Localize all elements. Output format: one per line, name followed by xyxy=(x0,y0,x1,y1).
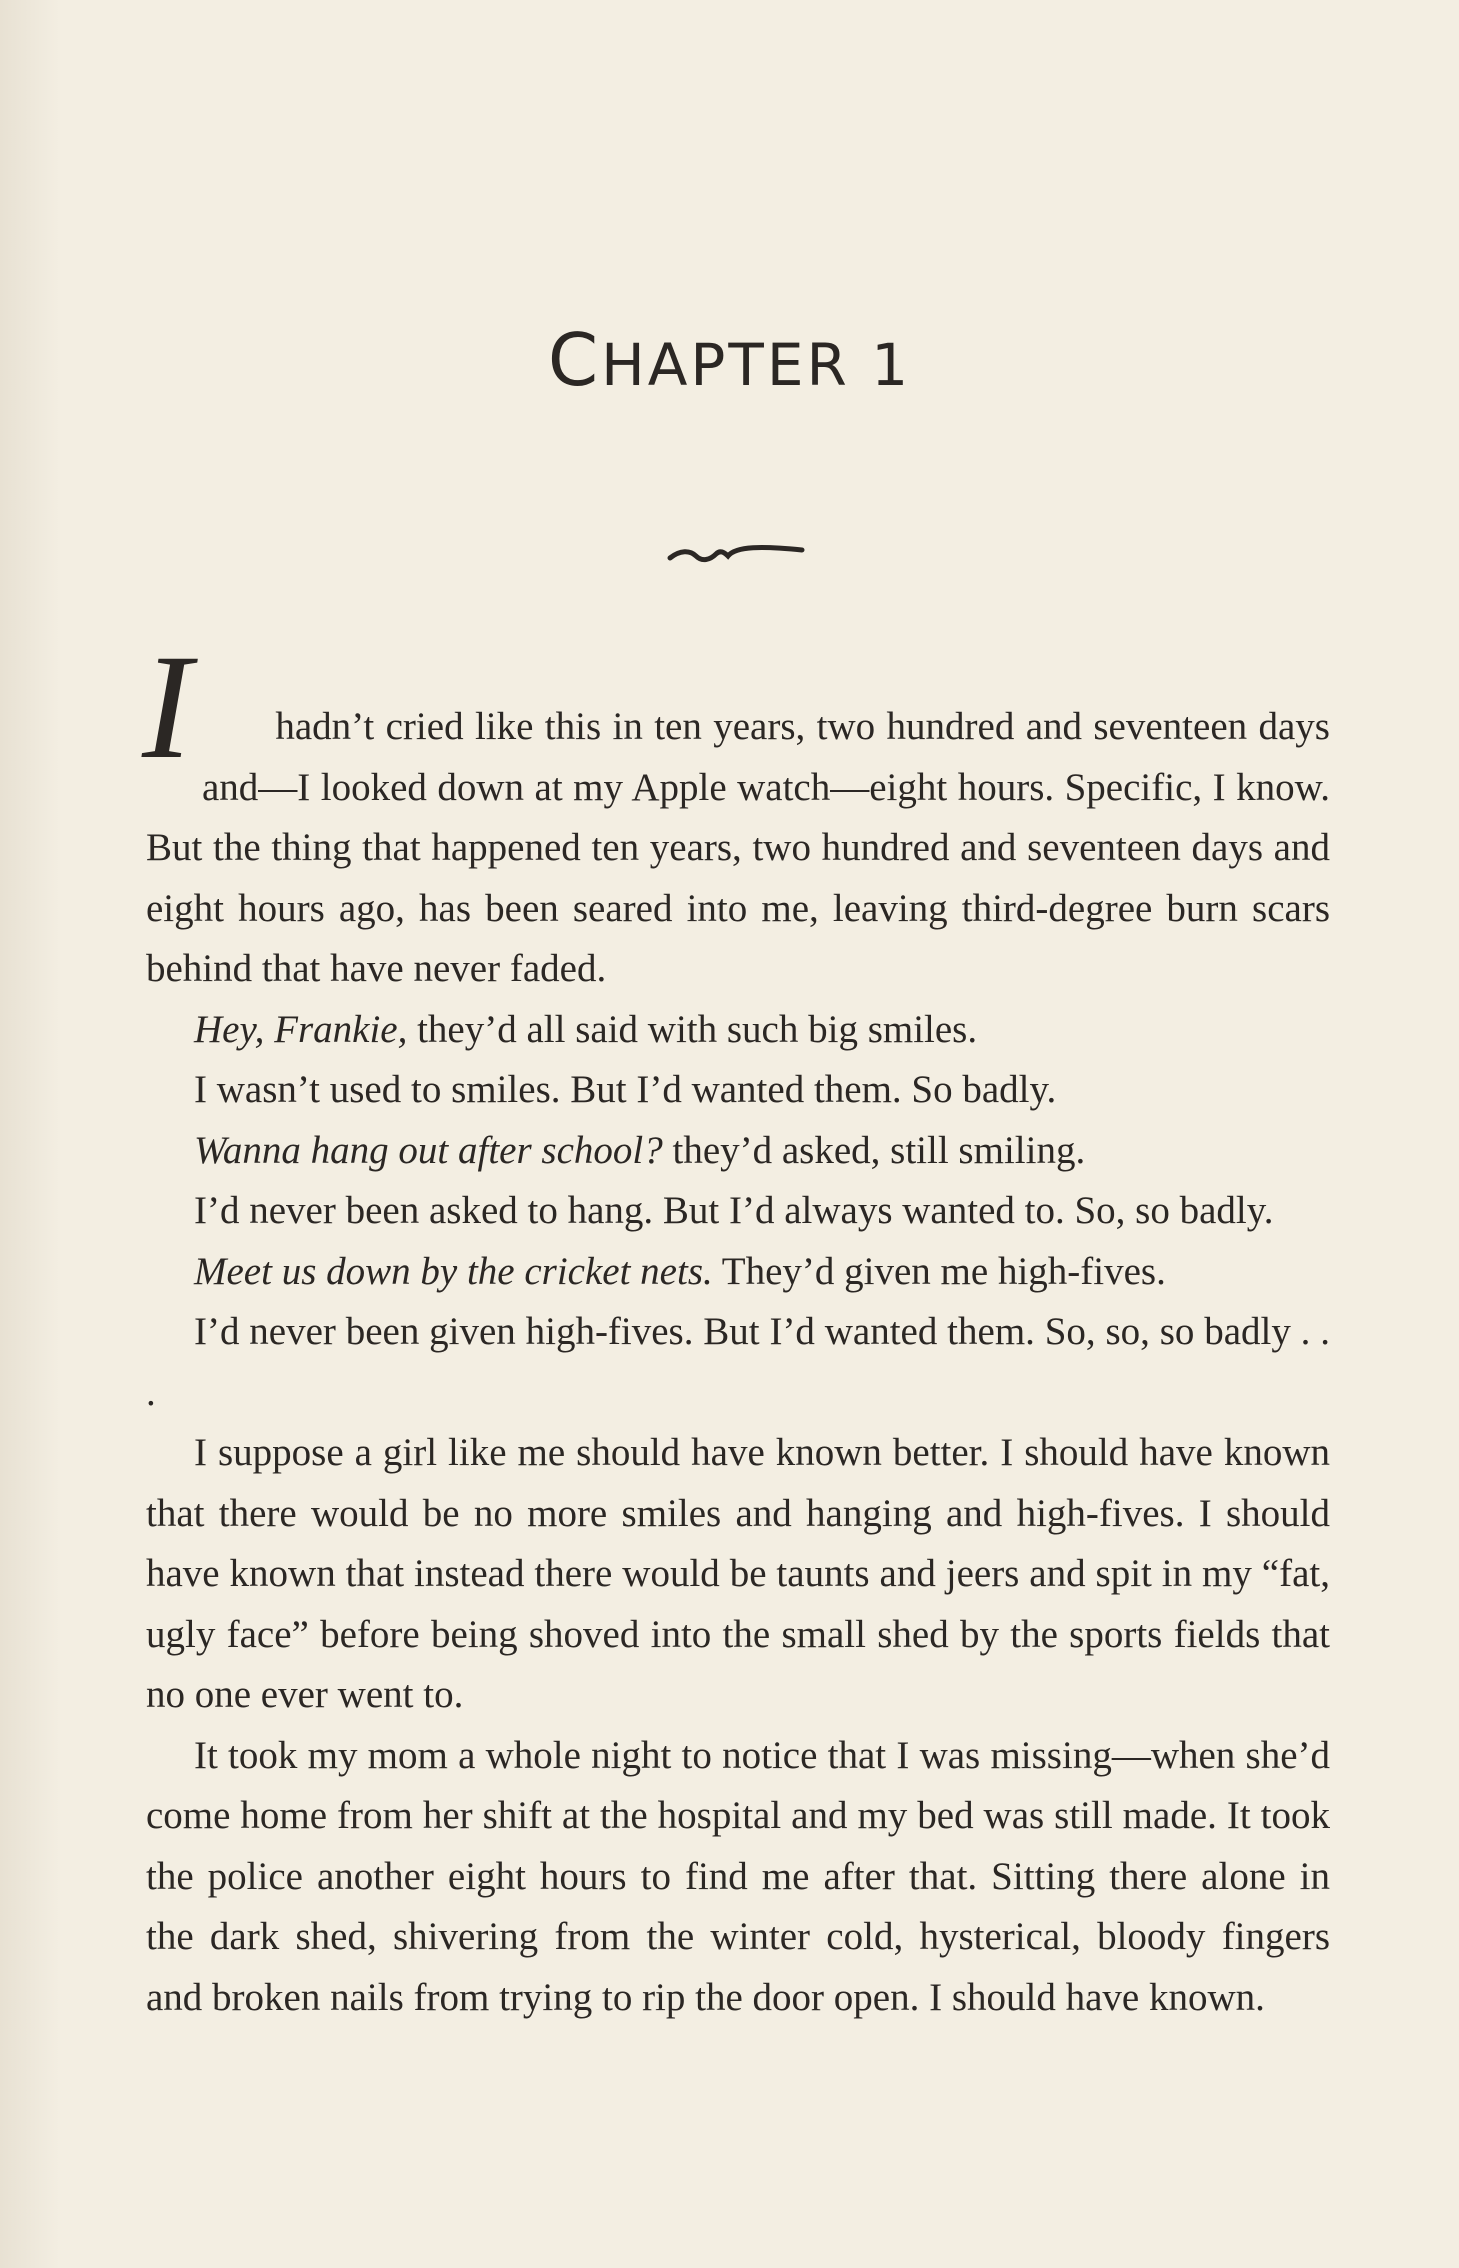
paragraph-1 xyxy=(142,624,1330,1000)
chapter-title-initial: C xyxy=(547,318,602,403)
paragraph-text: I’d never been given high-fives. But I’d wanted them. So, so, so badly . . . xyxy=(146,1310,1330,1414)
chapter-ornament-icon xyxy=(666,532,806,572)
paragraph-italic: Hey, Frankie, xyxy=(194,1007,408,1051)
chapter-title-rest: HAPTER 1 xyxy=(601,331,912,400)
paragraph-italic: Wanna hang out after school? xyxy=(194,1128,663,1172)
paragraph-7 xyxy=(146,1302,1330,1423)
paragraph-text: I wasn’t used to smiles. But I’d wanted them. So badly. xyxy=(194,1068,1057,1111)
paragraph-text: I’d never been asked to hang. But I’d always wanted to. So, so badly. xyxy=(194,1189,1274,1232)
paragraph-6 xyxy=(146,1242,1330,1303)
paragraph-2 xyxy=(146,1000,1330,1061)
chapter-title xyxy=(0,318,1459,402)
paragraph-italic: Meet us down by the cricket nets. xyxy=(194,1249,713,1293)
paragraph-text: hadn’t cried like this in ten years, two hundred and seventeen days and—I looked down at my Apple watch—eight hours. Specific, I know. But the thing that happened ten years, two hundred and seventeen days and eight hours ago, has been seared into me, leaving third-degree burn scars behind that have never faded. xyxy=(146,705,1330,990)
paragraph-3 xyxy=(146,1060,1330,1121)
paragraph-5 xyxy=(146,1181,1330,1242)
paragraph-text: It took my mom a whole night to notice that I was missing—when she’d come home from her shift at the hospital and my bed was still made. It took the police another eight hours to find me after that. Sitting there alone in the dark shed, shivering from the winter cold, hysterical, bloody fingers and broken nails from trying to rip the door open. I should have known. xyxy=(146,1733,1330,2019)
paragraph-text: They’d given me high-fives. xyxy=(712,1249,1166,1293)
paragraph-text: they’d all said with such big smiles. xyxy=(407,1007,978,1051)
paragraph-9 xyxy=(146,1726,1330,2029)
paragraph-text: I suppose a girl like me should have known better. I should have known that there would be no more smiles and hanging and high-fives. I should have known that instead there would be taunts and jeers and spit in my “fat, ugly face” before being shoved into the small shed by the sports fields that no one ever went to. xyxy=(146,1431,1330,1716)
paragraph-4 xyxy=(146,1121,1330,1182)
paragraph-8 xyxy=(146,1423,1330,1726)
chapter-body xyxy=(142,624,1330,2028)
paragraph-text: they’d asked, still smiling. xyxy=(662,1128,1086,1172)
drop-cap: I xyxy=(142,624,192,790)
